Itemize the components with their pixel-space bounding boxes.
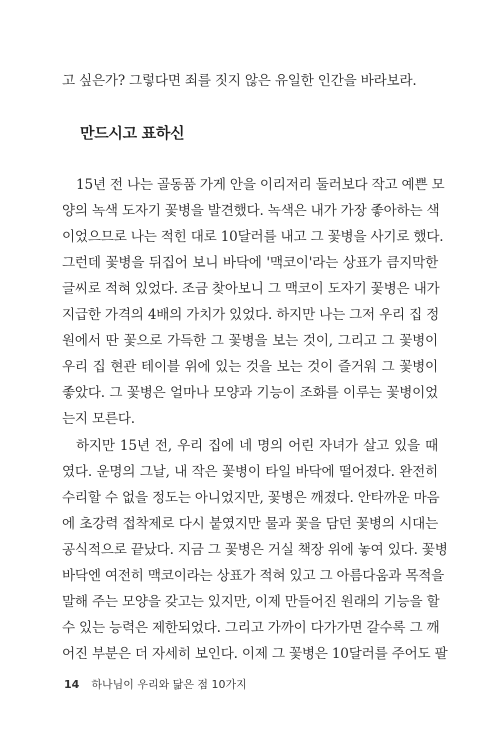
page-footer — [64, 676, 247, 692]
paragraph-line: 글씨로 적혀 있었다. 조금 찾아보니 그 맥코이 도자기 꽃병은 내가 — [62, 281, 440, 297]
paragraph-line: 였다. 운명의 그날, 내 작은 꽃병이 타일 바닥에 떨어졌다. 완전히 — [62, 464, 438, 480]
paragraph-line: 15년 전 나는 골동품 가게 안을 이리저리 둘러보다 작고 예쁜 모 — [76, 177, 445, 193]
paragraph-line: 에 초강력 접착제로 다시 붙였지만 물과 꽃을 담던 꽃병의 시대는 — [62, 516, 438, 532]
paragraph-line: 어진 부분은 더 자세히 보인다. 이제 그 꽃병은 10달러를 주어도 팔 — [62, 646, 448, 662]
paragraph-line: 바닥엔 여전히 맥코이라는 상표가 적혀 있고 그 아름다움과 목적을 — [62, 568, 445, 584]
paragraph-line: 공식적으로 끝났다. 지금 그 꽃병은 거실 책장 위에 놓여 있다. 꽃병 — [62, 542, 448, 558]
paragraph-line: 좋았다. 그 꽃병은 얼마나 모양과 기능이 조화를 이루는 꽃병이었 — [62, 385, 438, 401]
paragraph-line: 양의 녹색 도자기 꽃병을 발견했다. 녹색은 내가 가장 좋아하는 색 — [62, 203, 440, 219]
section-heading: 만드시고 표하신 — [80, 124, 185, 142]
paragraph-line: 원에서 딴 꽃으로 가득한 그 꽃병을 보는 것이, 그리고 그 꽃병이 — [62, 333, 438, 349]
paragraph-line: 우리 집 현관 테이블 위에 있는 것을 보는 것이 즐거워 그 꽃병이 — [62, 359, 438, 375]
paragraph-line: 수리할 수 없을 정도는 아니었지만, 꽃병은 깨졌다. 안타까운 마음 — [62, 490, 440, 506]
paragraph-line: 지급한 가격의 4배의 가치가 있었다. 하지만 나는 그저 우리 집 정 — [62, 307, 440, 323]
paragraph-line: 그런데 꽃병을 뒤집어 보니 바닥에 '맥코이'라는 상표가 큼지막한 — [62, 255, 438, 271]
paragraph-line: 하지만 15년 전, 우리 집에 네 명의 어린 자녀가 살고 있을 때 — [76, 438, 438, 454]
book-title: 하나님이 우리와 닮은 점 10가지 — [91, 678, 247, 691]
paragraph-line: 수 있는 능력은 제한되었다. 그리고 가까이 다가가면 갈수록 그 깨 — [62, 620, 440, 636]
intro-line: 고 싶은가? 그렇다면 죄를 짓지 않은 유일한 인간을 바라보라. — [62, 73, 417, 89]
page-number: 14 — [64, 678, 80, 691]
paragraph-line: 이었으므로 나는 적힌 대로 10달러를 내고 그 꽃병을 사기로 했다. — [62, 229, 444, 245]
paragraph-line: 는지 모른다. — [62, 411, 135, 427]
paragraph-line: 말해 주는 모양을 갖고는 있지만, 이제 만들어진 원래의 기능을 할 — [62, 594, 440, 610]
